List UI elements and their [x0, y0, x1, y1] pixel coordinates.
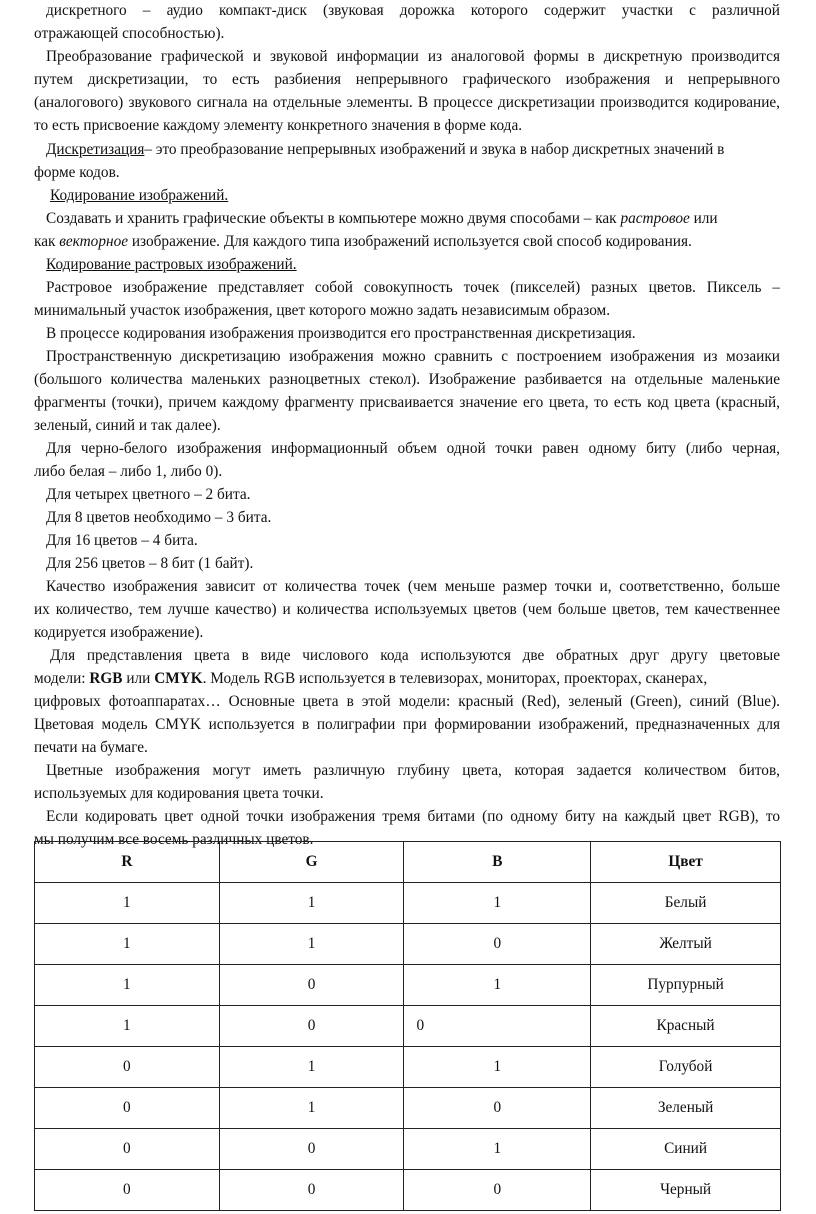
cmyk-model-name: CMYK — [154, 670, 203, 687]
table-row — [35, 1088, 781, 1129]
heading-image-coding: Кодирование изображений. — [50, 187, 229, 204]
table-row — [35, 883, 781, 924]
paragraph-line: фрагменты (точки), причем каждому фрагменту присваивается значение его цвета, то есть код цвета (красный, — [34, 394, 780, 411]
paragraph-line: кодируется изображение). — [34, 624, 204, 641]
column-header-r: R — [35, 842, 220, 883]
paragraph-line: либо белая – либо 1, либо 0). — [34, 463, 223, 480]
table-cell: 0 — [35, 1129, 220, 1170]
paragraph-line: Цветные изображения могут иметь различную глубину цвета, которая задается количеством битов, — [46, 762, 780, 779]
paragraph-line: Для черно-белого изображения информационный объем одной точки равен одному биту (либо черная, — [46, 440, 780, 457]
table-cell: Желтый — [591, 924, 781, 965]
paragraph-line: путем дискретизации, то есть разбиения непрерывного графического изображения и непрерывного — [34, 71, 780, 88]
paragraph-line: Цветовая модель CMYK используется в полиграфии при формировании изображений, предназначенных для — [34, 716, 780, 733]
paragraph-line: используемых для кодирования цвета точки. — [34, 785, 324, 802]
table-cell: 1 — [35, 965, 220, 1006]
paragraph-line: Создавать и хранить графические объекты в компьютере можно двумя способами – как растровое или — [46, 210, 718, 227]
paragraph-line: их количество, тем лучше качество) и количества используемых цветов (чем больше цветов, тем качественнее — [34, 601, 780, 618]
paragraph-line: как векторное изображение. Для каждого типа изображений используется свой способ кодирования. — [34, 233, 692, 250]
table-cell: Голубой — [591, 1047, 781, 1088]
table-cell: 0 — [219, 1170, 404, 1211]
table-cell: 1 — [35, 1006, 220, 1047]
table-row — [35, 924, 781, 965]
column-header-b: B — [404, 842, 591, 883]
paragraph-line: Для представления цвета в виде числового кода используются две обратных друг другу цветовые — [50, 647, 780, 664]
column-header-g: G — [219, 842, 404, 883]
paragraph-line: печати на бумаге. — [34, 739, 148, 756]
table-cell: 0 — [219, 1129, 404, 1170]
paragraph-line: модели: RGB или CMYK. Модель RGB используется в телевизорах, мониторах, проекторах, сканерах, — [34, 670, 708, 687]
column-header-color: Цвет — [591, 842, 781, 883]
paragraph-line: цифровых фотоаппаратах… Основные цвета в этой модели: красный (Red), зеленый (Green), синий (Blue). — [34, 693, 780, 710]
paragraph-line: Для 256 цветов – 8 бит (1 байт). — [46, 555, 254, 572]
paragraph-line: форме кодов. — [34, 164, 120, 181]
table-cell: Красный — [591, 1006, 781, 1047]
paragraph-line: зеленый, синий и так далее). — [34, 417, 221, 434]
paragraph-line: дискретного – аудио компакт-диск (звуковая дорожка которого содержит участки с различной — [46, 2, 780, 19]
heading-raster-coding: Кодирование растровых изображений. — [46, 256, 297, 273]
paragraph-line: Растровое изображение представляет собой совокупность точек (пикселей) разных цветов. Пиксель – — [46, 279, 780, 296]
table-row — [35, 965, 781, 1006]
table-cell: 0 — [35, 1088, 220, 1129]
table-cell: 1 — [404, 1129, 591, 1170]
rgb-color-table — [34, 841, 781, 1211]
table-cell: 0 — [404, 1006, 591, 1047]
definition-line — [46, 139, 780, 161]
table-cell: Белый — [591, 883, 781, 924]
paragraph-line: Если кодировать цвет одной точки изображения тремя битами (по одному биту на каждый цвет RGB), то — [46, 808, 780, 825]
table-cell: Черный — [591, 1170, 781, 1211]
paragraph-line: отражающей способностью). — [34, 25, 225, 42]
table-cell: Пурпурный — [591, 965, 781, 1006]
rgb-model-name: RGB — [89, 670, 123, 687]
table-cell: 1 — [35, 883, 220, 924]
table-row — [35, 1006, 781, 1047]
table-cell: Синий — [591, 1129, 781, 1170]
paragraph-line: (большого количества маленьких разноцветных стекол). Изображение разбивается на отдельные маленькие — [34, 371, 780, 388]
paragraph-line: В процессе кодирования изображения производится его пространственная дискретизация. — [46, 325, 636, 342]
paragraph-line: то есть присвоение каждому элементу конкретного значения в форме кода. — [34, 117, 523, 134]
table-cell: 1 — [404, 965, 591, 1006]
table-row — [35, 1047, 781, 1088]
paragraph-line: мы получим все восемь различных цветов. — [34, 831, 314, 848]
definition-text: – это преобразование непрерывных изображений и звука в набор дискретных значений в — [144, 141, 725, 158]
table-row — [35, 1170, 781, 1211]
table-cell: 0 — [35, 1047, 220, 1088]
paragraph-line: Для 16 цветов – 4 бита. — [46, 532, 198, 549]
paragraph-line: Для 8 цветов необходимо – 3 бита. — [46, 509, 272, 526]
term-discretization: Дискретизация — [46, 141, 145, 158]
table-cell: 1 — [35, 924, 220, 965]
table-cell: 1 — [219, 924, 404, 965]
paragraph-line: (аналогового) звукового сигнала на отдельные элементы. В процессе дискретизации производится кодирование, — [34, 94, 780, 111]
table-header-row — [35, 842, 781, 883]
table-cell: 0 — [404, 924, 591, 965]
table-cell: 1 — [219, 1047, 404, 1088]
table-cell: 1 — [404, 1047, 591, 1088]
table-cell: 0 — [404, 1170, 591, 1211]
table-cell: 0 — [219, 1006, 404, 1047]
paragraph-line: Для четырех цветного – 2 бита. — [46, 486, 251, 503]
table-cell: 0 — [219, 965, 404, 1006]
table-row — [35, 1129, 781, 1170]
table-cell: 0 — [404, 1088, 591, 1129]
paragraph-line: Преобразование графической и звуковой информации из аналоговой формы в дискретную производится — [46, 48, 780, 65]
table-cell: 1 — [219, 883, 404, 924]
table-cell: Зеленый — [591, 1088, 781, 1129]
table-cell: 0 — [35, 1170, 220, 1211]
table-cell: 1 — [219, 1088, 404, 1129]
table-cell: 1 — [404, 883, 591, 924]
paragraph-line: минимальный участок изображения, цвет которого можно задать независимым образом. — [34, 302, 611, 319]
paragraph-line: Пространственную дискретизацию изображения можно сравнить с построением изображения из мозаики — [46, 348, 780, 365]
paragraph-line: Качество изображения зависит от количества точек (чем меньше размер точки и, соответственно, больше — [46, 578, 780, 595]
